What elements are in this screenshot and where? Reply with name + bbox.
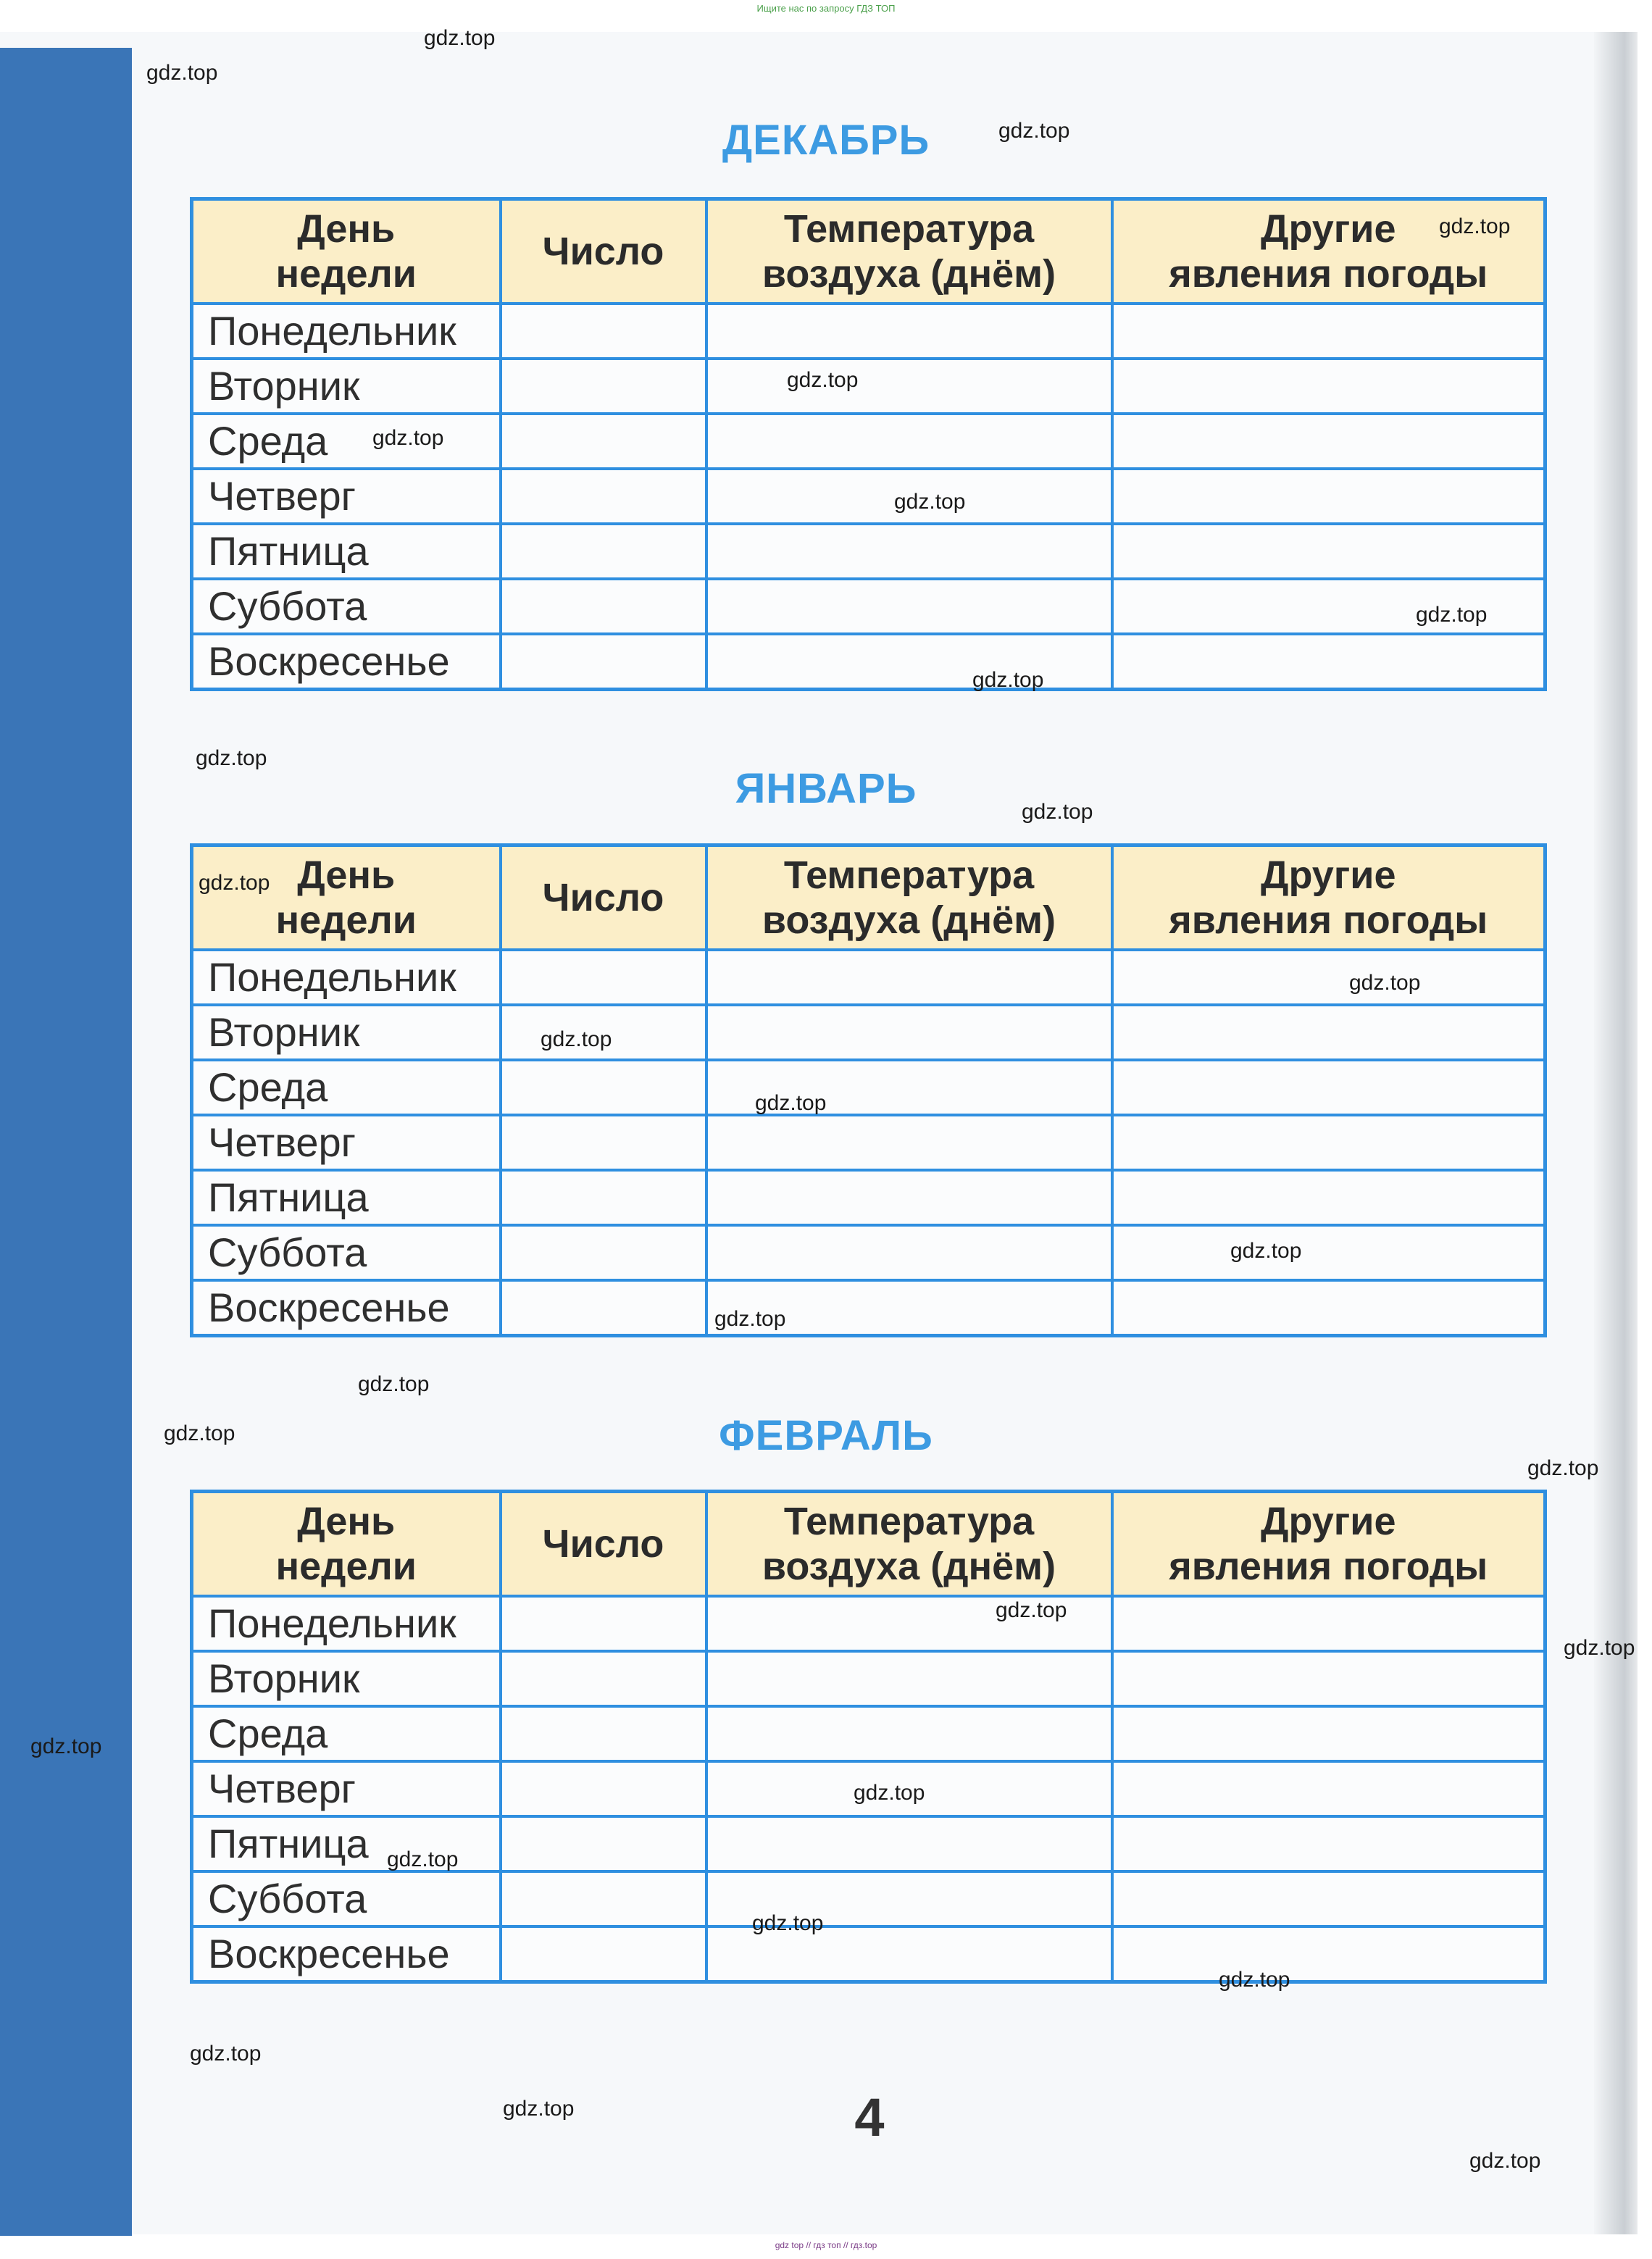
watermark: gdz.top [787, 368, 859, 392]
weather-cell[interactable] [1112, 1706, 1545, 1761]
header-number [501, 1492, 706, 1597]
temperature-cell[interactable] [706, 634, 1112, 690]
weather-cell[interactable] [1112, 1871, 1545, 1926]
temperature-cell[interactable] [706, 950, 1112, 1005]
temperature-cell[interactable] [706, 1225, 1112, 1280]
day-label: Понедельник [192, 950, 501, 1005]
weather-cell[interactable] [1112, 1761, 1545, 1816]
number-cell[interactable] [501, 950, 706, 1005]
header-note: Ищите нас по запросу ГДЗ ТОП [756, 3, 896, 14]
table-row [192, 1706, 1545, 1761]
table-row [192, 1926, 1545, 1982]
temperature-cell[interactable] [706, 304, 1112, 359]
weather-table-february [190, 1490, 1547, 1984]
day-label: Четверг [192, 469, 501, 524]
table-row [192, 1225, 1545, 1280]
watermark: gdz.top [854, 1781, 925, 1805]
watermark: gdz.top [164, 1421, 235, 1445]
watermark: gdz.top [972, 668, 1044, 692]
day-label: Воскресенье [192, 634, 501, 690]
watermark: gdz.top [372, 426, 444, 450]
left-blue-strip [0, 48, 132, 2236]
weather-cell[interactable] [1112, 1005, 1545, 1060]
watermark: gdz.top [387, 1847, 459, 1871]
temperature-cell[interactable] [706, 1115, 1112, 1170]
number-cell[interactable] [501, 1596, 706, 1651]
header-text: недели [275, 898, 417, 942]
weather-cell[interactable] [1112, 1926, 1545, 1982]
header-other-weather [1112, 845, 1545, 951]
header-text: Число [542, 1522, 664, 1566]
day-label: Понедельник [192, 1596, 501, 1651]
header-text: явления погоды [1169, 898, 1488, 942]
number-cell[interactable] [501, 1871, 706, 1926]
month-title-december: ДЕКАБРЬ [722, 117, 930, 164]
table-row [192, 579, 1545, 634]
month-title-february: ФЕВРАЛЬ [719, 1412, 933, 1459]
number-cell[interactable] [501, 1060, 706, 1115]
watermark: gdz.top [1349, 971, 1421, 995]
weather-table-january [190, 843, 1547, 1337]
header-text: Температура [783, 1500, 1035, 1543]
number-cell[interactable] [501, 359, 706, 414]
table-row [192, 1871, 1545, 1926]
table-row [192, 1005, 1545, 1060]
day-label: Суббота [192, 1225, 501, 1280]
temperature-cell[interactable] [706, 1706, 1112, 1761]
weather-cell[interactable] [1112, 524, 1545, 579]
header-text: воздуха (днём) [762, 1545, 1056, 1588]
table-row [192, 1651, 1545, 1706]
footer-note: gdz top // гдз топ // гдз.top [775, 2240, 877, 2250]
header-text: воздуха (днём) [762, 252, 1056, 296]
table-row [192, 469, 1545, 524]
number-cell[interactable] [501, 1115, 706, 1170]
day-label: Среда [192, 1706, 501, 1761]
watermark: gdz.top [1022, 800, 1093, 824]
day-label: Пятница [192, 1816, 501, 1871]
table-header-row [192, 1492, 1545, 1597]
weather-cell[interactable] [1112, 304, 1545, 359]
watermark: gdz.top [998, 119, 1070, 143]
weather-cell[interactable] [1112, 1280, 1545, 1336]
number-cell[interactable] [501, 524, 706, 579]
header-text: Число [542, 876, 664, 919]
weather-cell[interactable] [1112, 469, 1545, 524]
header-text: явления погоды [1169, 252, 1488, 296]
watermark: gdz.top [146, 61, 218, 85]
header-text: недели [275, 252, 417, 296]
table-row [192, 1115, 1545, 1170]
header-text: недели [275, 1545, 417, 1588]
table-row [192, 634, 1545, 690]
temperature-cell[interactable] [706, 414, 1112, 469]
watermark: gdz.top [996, 1598, 1067, 1622]
table-row [192, 950, 1545, 1005]
weather-cell[interactable] [1112, 414, 1545, 469]
weather-cell[interactable] [1112, 1225, 1545, 1280]
number-cell[interactable] [501, 304, 706, 359]
watermark: gdz.top [1219, 1968, 1290, 1992]
table-row [192, 1596, 1545, 1651]
day-label: Среда [192, 1060, 501, 1115]
number-cell[interactable] [501, 469, 706, 524]
header-text: День [297, 853, 396, 897]
watermark: gdz.top [1469, 2149, 1541, 2173]
number-cell[interactable] [501, 579, 706, 634]
number-cell[interactable] [501, 1225, 706, 1280]
table-row [192, 1280, 1545, 1336]
number-cell[interactable] [501, 1280, 706, 1336]
number-cell[interactable] [501, 1170, 706, 1225]
day-label: Четверг [192, 1761, 501, 1816]
number-cell[interactable] [501, 1651, 706, 1706]
weather-cell[interactable] [1112, 1170, 1545, 1225]
watermark: gdz.top [424, 26, 496, 50]
temperature-cell[interactable] [706, 1651, 1112, 1706]
month-title-january: ЯНВАРЬ [735, 765, 917, 812]
header-text: День [297, 1500, 396, 1543]
weather-cell[interactable] [1112, 1651, 1545, 1706]
header-day-of-week [192, 199, 501, 304]
day-label: Вторник [192, 359, 501, 414]
header-text: явления погоды [1169, 1545, 1488, 1588]
header-text: воздуха (днём) [762, 898, 1056, 942]
table-row [192, 304, 1545, 359]
number-cell[interactable] [501, 1816, 706, 1871]
temperature-cell[interactable] [706, 1816, 1112, 1871]
table-header-row [192, 199, 1545, 304]
header-text: Температура [783, 853, 1035, 897]
table-header-row [192, 845, 1545, 951]
header-text: Другие [1261, 1500, 1396, 1543]
day-label: Суббота [192, 579, 501, 634]
table-row [192, 1060, 1545, 1115]
number-cell[interactable] [501, 1926, 706, 1982]
day-label: Вторник [192, 1005, 501, 1060]
header-air-temperature [706, 199, 1112, 304]
day-label: Суббота [192, 1871, 501, 1926]
temperature-cell[interactable] [706, 579, 1112, 634]
header-text: Другие [1261, 207, 1396, 251]
header-text: День [297, 207, 396, 251]
watermark: gdz.top [714, 1307, 786, 1331]
weather-cell[interactable] [1112, 1060, 1545, 1115]
watermark: gdz.top [541, 1027, 612, 1051]
header-day-of-week [192, 845, 501, 951]
table-row [192, 524, 1545, 579]
weather-cell[interactable] [1112, 1816, 1545, 1871]
watermark: gdz.top [190, 2042, 262, 2066]
day-label: Понедельник [192, 304, 501, 359]
day-label: Четверг [192, 1115, 501, 1170]
weather-cell[interactable] [1112, 950, 1545, 1005]
watermark: gdz.top [30, 1734, 102, 1758]
temperature-cell[interactable] [706, 359, 1112, 414]
day-label: Пятница [192, 524, 501, 579]
day-label: Вторник [192, 1651, 501, 1706]
watermark: gdz.top [1564, 1636, 1635, 1660]
header-air-temperature [706, 1492, 1112, 1597]
day-label: Среда [192, 414, 501, 469]
watermark: gdz.top [199, 871, 270, 895]
watermark: gdz.top [894, 490, 966, 514]
number-cell[interactable] [501, 1761, 706, 1816]
number-cell[interactable] [501, 414, 706, 469]
watermark: gdz.top [1527, 1456, 1599, 1480]
header-text: Другие [1261, 853, 1396, 897]
header-other-weather [1112, 1492, 1545, 1597]
number-cell[interactable] [501, 1706, 706, 1761]
watermark: gdz.top [1230, 1239, 1302, 1263]
watermark: gdz.top [752, 1911, 824, 1935]
watermark: gdz.top [503, 2097, 575, 2121]
weather-cell[interactable] [1112, 359, 1545, 414]
watermark: gdz.top [196, 746, 267, 770]
header-air-temperature [706, 845, 1112, 951]
number-cell[interactable] [501, 634, 706, 690]
header-number [501, 199, 706, 304]
table-row [192, 1170, 1545, 1225]
header-text: Число [542, 230, 664, 273]
page-number: 4 [854, 2087, 885, 2147]
weather-cell[interactable] [1112, 1115, 1545, 1170]
watermark: gdz.top [1439, 214, 1511, 238]
temperature-cell[interactable] [706, 1005, 1112, 1060]
day-label: Пятница [192, 1170, 501, 1225]
temperature-cell[interactable] [706, 524, 1112, 579]
day-label: Воскресенье [192, 1926, 501, 1982]
header-number [501, 845, 706, 951]
day-label: Воскресенье [192, 1280, 501, 1336]
watermark: gdz.top [755, 1091, 827, 1115]
header-day-of-week [192, 1492, 501, 1597]
weather-cell[interactable] [1112, 634, 1545, 690]
watermark: gdz.top [358, 1372, 430, 1396]
weather-cell[interactable] [1112, 1596, 1545, 1651]
watermark: gdz.top [1416, 603, 1488, 627]
temperature-cell[interactable] [706, 1170, 1112, 1225]
page-binding-shadow [1594, 32, 1638, 2234]
table-row [192, 359, 1545, 414]
header-text: Температура [783, 207, 1035, 251]
